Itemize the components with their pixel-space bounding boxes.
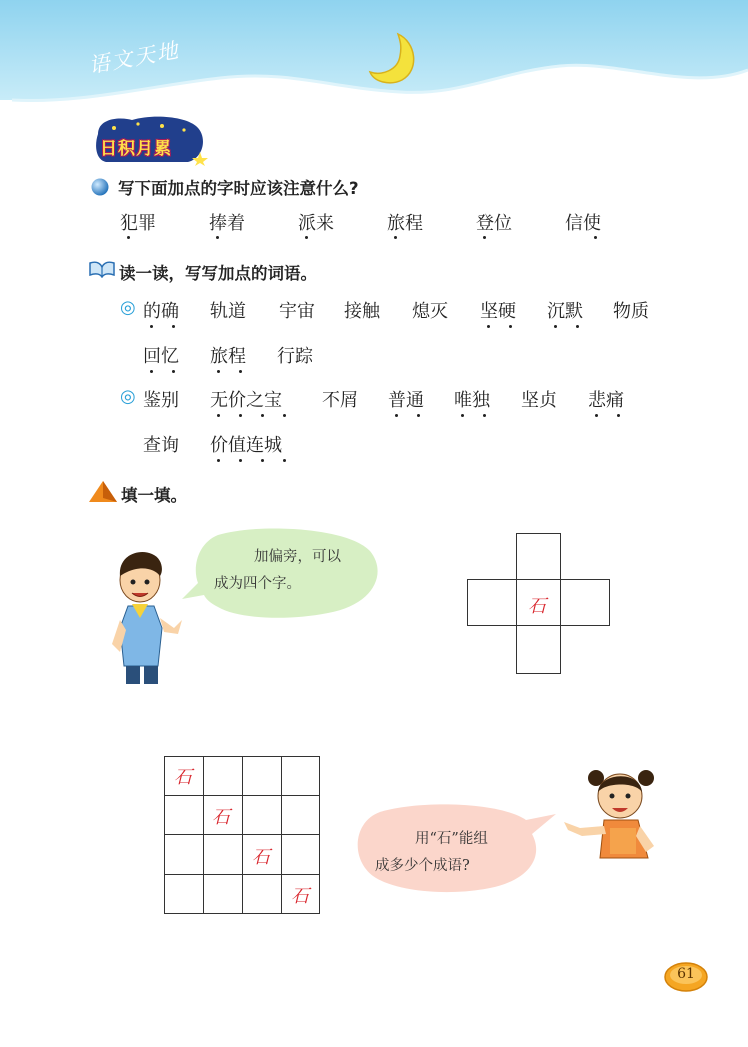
emphasis-dot: [509, 325, 512, 328]
emphasis-dot: [239, 414, 242, 417]
emphasis-dot: [172, 370, 175, 373]
emphasis-dot: [483, 236, 486, 239]
q2-word: 回忆: [143, 346, 179, 367]
emphasis-dot: [261, 414, 264, 417]
cross-cell-right[interactable]: [560, 579, 610, 626]
q2-group2-line2: [0, 431, 748, 461]
q2-word: 普通: [388, 390, 424, 411]
q1-word: 派来: [298, 213, 334, 234]
grid-char: 石: [174, 767, 192, 788]
emphasis-dot: [417, 414, 420, 417]
q2-group1-line2: [0, 342, 748, 372]
emphasis-dot: [239, 459, 242, 462]
grid-cell[interactable]: [203, 874, 243, 914]
grid-cell[interactable]: [164, 795, 204, 835]
emphasis-dot: [483, 414, 486, 417]
grid-cell[interactable]: [203, 756, 243, 796]
grid-cell[interactable]: [164, 834, 204, 875]
q2-word: 熄灭: [412, 301, 448, 322]
emphasis-dot: [595, 414, 598, 417]
emphasis-dot: [305, 236, 308, 239]
emphasis-dot: [217, 370, 220, 373]
emphasis-dot: [283, 459, 286, 462]
emphasis-dot: [617, 414, 620, 417]
bubble1-line1: 加偏旁，可以: [254, 549, 341, 565]
emphasis-dot: [127, 236, 130, 239]
emphasis-dot: [150, 325, 153, 328]
q2-prompt: 读一读，写写加点的词语。: [119, 264, 317, 283]
emphasis-dot: [283, 414, 286, 417]
q2-word: 无价之宝: [210, 390, 282, 411]
bubble2-text: [375, 826, 488, 880]
emphasis-dot: [594, 236, 597, 239]
q1-word: 信使: [565, 213, 601, 234]
emphasis-dot: [261, 459, 264, 462]
q1-word: 登位: [476, 213, 512, 234]
bubble1-text: [214, 544, 341, 598]
q2-word: 接触: [344, 301, 380, 322]
q2-word: 沉默: [547, 301, 583, 322]
q2-group2-line1: [0, 386, 748, 416]
q2-word: 唯独: [454, 390, 490, 411]
circle-marker-icon: ◎: [120, 297, 136, 318]
grid-cell[interactable]: [164, 874, 204, 914]
bubble2-line1: 用“石”能组: [415, 831, 488, 847]
emphasis-dot: [217, 459, 220, 462]
q2-word: 价值连城: [210, 435, 282, 456]
grid-char: 石: [212, 807, 230, 828]
emphasis-dot: [172, 325, 175, 328]
q3-prompt: 填一填。: [121, 486, 187, 505]
q2-word: 轨道: [210, 301, 246, 322]
circle-marker-icon: ◎: [120, 386, 136, 407]
header-title: 语文天地: [86, 38, 182, 78]
q2-word: 不屑: [322, 390, 358, 411]
header-banner: [0, 0, 748, 112]
emphasis-dot: [239, 370, 242, 373]
page-number: 61: [677, 966, 695, 982]
emphasis-dot: [150, 370, 153, 373]
blue-ball-icon: [90, 177, 110, 197]
grid-cell[interactable]: [281, 834, 320, 875]
grid-cell[interactable]: [242, 874, 282, 914]
q1-word: 旅程: [387, 213, 423, 234]
cross-cell-bottom[interactable]: [516, 625, 561, 674]
q2-word: 旅程: [210, 346, 246, 367]
q2-word: 坚贞: [521, 390, 557, 411]
emphasis-dot: [217, 414, 220, 417]
emphasis-dot: [395, 414, 398, 417]
q2-word: 行踪: [277, 346, 313, 367]
q1-words: [0, 209, 748, 239]
cross-cell-top[interactable]: [516, 533, 561, 580]
grid-cell[interactable]: [242, 756, 282, 796]
section-badge-title: 日积月累: [100, 139, 172, 159]
crescent-moon-icon: [368, 30, 420, 86]
grid-cell[interactable]: [242, 795, 282, 835]
bubble2-line2: 成多少个成语?: [375, 858, 470, 874]
emphasis-dot: [554, 325, 557, 328]
emphasis-dot: [461, 414, 464, 417]
grid-char: 石: [291, 886, 309, 907]
q1-word: 犯罪: [120, 213, 156, 234]
grid-cell[interactable]: [203, 834, 243, 875]
grid-cell[interactable]: [281, 756, 320, 796]
grid-cell[interactable]: [281, 795, 320, 835]
open-book-icon: [88, 260, 116, 278]
girl-illustration: [560, 762, 668, 868]
q2-word: 悲痛: [588, 390, 624, 411]
q2-word: 的确: [143, 301, 179, 322]
emphasis-dot: [216, 236, 219, 239]
cross-cell-left[interactable]: [467, 579, 517, 626]
q2-group1-line1: [0, 297, 748, 327]
emphasis-dot: [394, 236, 397, 239]
bubble1-line2: 成为四个字。: [214, 576, 301, 592]
q2-word: 宇宙: [279, 301, 315, 322]
q2-word: 坚硬: [480, 301, 516, 322]
pyramid-icon: [88, 480, 118, 504]
emphasis-dot: [487, 325, 490, 328]
grid-char: 石: [252, 847, 270, 868]
q1-prompt: 写下面加点的字时应该注意什么?: [118, 179, 359, 198]
cross-center-char: 石: [528, 596, 546, 617]
q2-word: 查询: [143, 435, 179, 456]
q2-word: 物质: [613, 301, 649, 322]
emphasis-dot: [576, 325, 579, 328]
q2-word: 鉴别: [143, 390, 179, 411]
q1-word: 捧着: [209, 213, 245, 234]
